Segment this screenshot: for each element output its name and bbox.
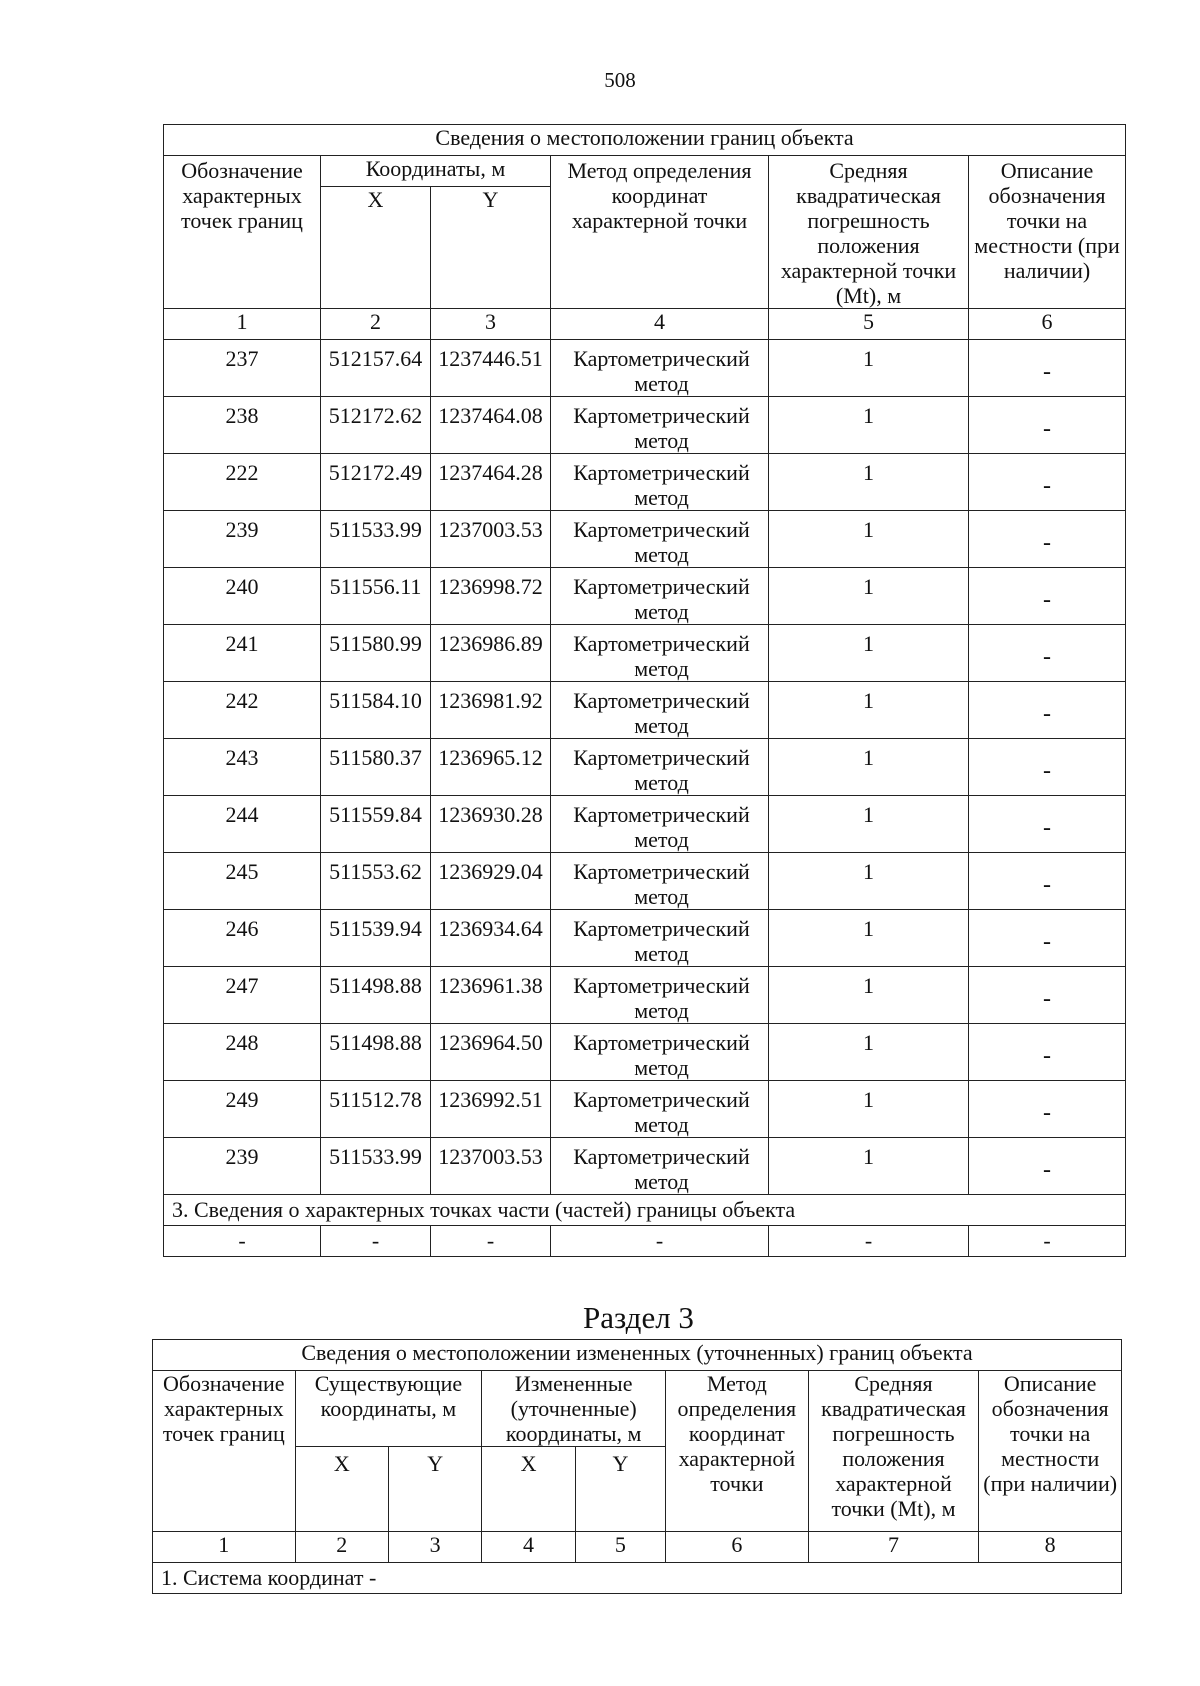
col-number: 7 [808, 1532, 979, 1563]
error-cell [769, 796, 969, 853]
col-number: 5 [769, 309, 969, 340]
y-cell-text: 1236934.64 [438, 916, 543, 941]
point-cell-text: 242 [225, 688, 259, 713]
error-cell [769, 397, 969, 454]
point-cell [164, 1024, 321, 1081]
method-cell [551, 1138, 769, 1195]
table-title: Сведения о местоположении границ объекта [164, 125, 1126, 156]
description-cell [969, 511, 1126, 568]
error-cell-text: 1 [863, 745, 874, 770]
method-cell-text: Картометрический метод [573, 973, 750, 1023]
point-cell [164, 397, 321, 454]
x-cell-text: 511498.88 [329, 1030, 422, 1055]
col-number: 4 [551, 309, 769, 340]
error-cell-text: 1 [863, 916, 874, 941]
error-cell [769, 1024, 969, 1081]
table-row [164, 682, 1126, 739]
part-dash: - [969, 1226, 1126, 1257]
method-cell-text: Картометрический метод [573, 916, 750, 966]
error-cell [769, 739, 969, 796]
point-cell [164, 511, 321, 568]
method-cell [551, 1024, 769, 1081]
description-cell [969, 397, 1126, 454]
description-cell [969, 853, 1126, 910]
y-cell-text: 1236929.04 [438, 859, 543, 884]
y-cell-text: 1236992.51 [438, 1087, 543, 1112]
table-row [164, 853, 1126, 910]
description-cell-text: - [1043, 359, 1052, 385]
y-cell [431, 1024, 551, 1081]
table-row [164, 967, 1126, 1024]
header-method: Метод определения координат характерной точки [666, 1371, 809, 1532]
y-cell-text: 1237003.53 [438, 1144, 543, 1169]
point-cell [164, 625, 321, 682]
description-cell-text: - [1043, 986, 1052, 1012]
point-cell-text: 249 [225, 1087, 259, 1112]
table-row [164, 910, 1126, 967]
error-cell [769, 568, 969, 625]
description-cell-text: - [1043, 701, 1052, 727]
x-cell [321, 796, 431, 853]
y-cell-text: 1237003.53 [438, 517, 543, 542]
description-cell [969, 682, 1126, 739]
method-cell-text: Картометрический метод [573, 403, 750, 453]
error-cell-text: 1 [863, 859, 874, 884]
method-cell [551, 397, 769, 454]
point-cell [164, 739, 321, 796]
method-cell-text: Картометрический метод [573, 1087, 750, 1137]
x-cell-text: 511584.10 [329, 688, 422, 713]
method-cell-text: Картометрический метод [573, 574, 750, 624]
header-x: X [295, 1447, 388, 1532]
error-cell-text: 1 [863, 1087, 874, 1112]
x-cell-text: 511580.37 [329, 745, 422, 770]
error-cell [769, 511, 969, 568]
x-cell-text: 511533.99 [329, 1144, 422, 1169]
x-cell-text: 511556.11 [329, 574, 422, 599]
header-error: Средняя квадратическая погрешность положения характерной точки (Mt), м [808, 1371, 979, 1532]
error-cell [769, 910, 969, 967]
y-cell-text: 1237464.28 [438, 460, 543, 485]
header-coordinates: Координаты, м [321, 156, 551, 187]
table-row [164, 1081, 1126, 1138]
header-y: Y [431, 186, 551, 308]
point-cell-text: 246 [225, 916, 259, 941]
method-cell [551, 340, 769, 397]
error-cell-text: 1 [863, 802, 874, 827]
header-y: Y [388, 1447, 481, 1532]
point-cell [164, 682, 321, 739]
point-cell [164, 568, 321, 625]
x-cell-text: 511580.99 [329, 631, 422, 656]
description-cell [969, 625, 1126, 682]
description-cell-text: - [1043, 644, 1052, 670]
description-cell [969, 739, 1126, 796]
description-cell [969, 340, 1126, 397]
error-cell [769, 853, 969, 910]
y-cell [431, 967, 551, 1024]
method-cell [551, 853, 769, 910]
y-cell-text: 1236981.92 [438, 688, 543, 713]
y-cell [431, 454, 551, 511]
x-cell [321, 397, 431, 454]
point-cell-text: 241 [225, 631, 259, 656]
point-cell-text: 239 [225, 517, 259, 542]
x-cell-text: 512157.64 [328, 346, 423, 371]
description-cell [969, 967, 1126, 1024]
y-cell [431, 397, 551, 454]
part-dash: - [164, 1226, 321, 1257]
description-cell-text: - [1043, 929, 1052, 955]
y-cell-text: 1236930.28 [438, 802, 543, 827]
method-cell [551, 511, 769, 568]
description-cell [969, 568, 1126, 625]
error-cell-text: 1 [863, 973, 874, 998]
error-cell [769, 682, 969, 739]
x-cell [321, 739, 431, 796]
description-cell-text: - [1043, 1043, 1052, 1069]
point-cell-text: 245 [225, 859, 259, 884]
col-number: 2 [295, 1532, 388, 1563]
table-row [164, 511, 1126, 568]
error-cell [769, 1138, 969, 1195]
description-cell [969, 796, 1126, 853]
header-point: Обозначение характерных точек границ [153, 1371, 296, 1532]
y-cell-text: 1236998.72 [438, 574, 543, 599]
error-cell-text: 1 [863, 403, 874, 428]
x-cell-text: 511498.88 [329, 973, 422, 998]
error-cell-text: 1 [863, 517, 874, 542]
col-number: 1 [153, 1532, 296, 1563]
table-row [164, 739, 1126, 796]
method-cell [551, 625, 769, 682]
y-cell [431, 1138, 551, 1195]
header-description: Описание обозначения точки на местности (при наличии) [969, 156, 1126, 309]
x-cell [321, 853, 431, 910]
x-cell-text: 511512.78 [329, 1087, 422, 1112]
description-cell-text: - [1043, 416, 1052, 442]
table-row [164, 796, 1126, 853]
point-cell [164, 796, 321, 853]
description-cell-text: - [1043, 530, 1052, 556]
x-cell-text: 512172.49 [328, 460, 423, 485]
col-number: 8 [979, 1532, 1122, 1563]
page-number: 508 [604, 68, 636, 92]
table-row [164, 568, 1126, 625]
y-cell [431, 340, 551, 397]
x-cell [321, 625, 431, 682]
header-y: Y [575, 1447, 665, 1532]
y-cell [431, 796, 551, 853]
point-cell-text: 243 [225, 745, 259, 770]
point-cell [164, 853, 321, 910]
method-cell-text: Картометрический метод [573, 517, 750, 567]
description-cell-text: - [1043, 815, 1052, 841]
section-title: Раздел 3 [583, 1300, 694, 1335]
method-cell-text: Картометрический метод [573, 802, 750, 852]
part-dash: - [321, 1226, 431, 1257]
col-number: 6 [969, 309, 1126, 340]
error-cell [769, 340, 969, 397]
x-cell [321, 511, 431, 568]
error-cell-text: 1 [863, 631, 874, 656]
y-cell-text: 1237464.08 [438, 403, 543, 428]
table-title: Сведения о местоположении измененных (уточненных) границ объекта [153, 1340, 1122, 1371]
method-cell [551, 682, 769, 739]
col-number: 6 [666, 1532, 809, 1563]
y-cell [431, 625, 551, 682]
col-number: 3 [388, 1532, 481, 1563]
x-cell [321, 340, 431, 397]
description-cell [969, 1138, 1126, 1195]
point-cell [164, 1138, 321, 1195]
part-dash: - [769, 1226, 969, 1257]
error-cell [769, 1081, 969, 1138]
description-cell [969, 910, 1126, 967]
point-cell-text: 239 [225, 1144, 259, 1169]
y-cell-text: 1236965.12 [438, 745, 543, 770]
y-cell [431, 910, 551, 967]
x-cell [321, 682, 431, 739]
point-cell-text: 248 [225, 1030, 259, 1055]
table-row [164, 625, 1126, 682]
point-cell [164, 910, 321, 967]
method-cell [551, 967, 769, 1024]
error-cell-text: 1 [863, 1144, 874, 1169]
header-description: Описание обозначения точки на местности (при наличии) [979, 1371, 1122, 1532]
y-cell [431, 739, 551, 796]
method-cell-text: Картометрический метод [573, 460, 750, 510]
part-dash: - [551, 1226, 769, 1257]
description-cell [969, 1024, 1126, 1081]
method-cell [551, 454, 769, 511]
table-row [164, 454, 1126, 511]
error-cell-text: 1 [863, 346, 874, 371]
x-cell [321, 1081, 431, 1138]
col-number: 5 [575, 1532, 665, 1563]
error-cell [769, 625, 969, 682]
description-cell [969, 454, 1126, 511]
table-row [164, 397, 1126, 454]
header-x: X [482, 1447, 575, 1532]
col-number: 1 [164, 309, 321, 340]
x-cell [321, 1138, 431, 1195]
header-changed-coords: Измененные (уточненные) координаты, м [482, 1371, 666, 1447]
error-cell-text: 1 [863, 460, 874, 485]
method-cell-text: Картометрический метод [573, 1144, 750, 1194]
y-cell [431, 568, 551, 625]
col-number: 3 [431, 309, 551, 340]
point-cell-text: 222 [225, 460, 259, 485]
x-cell [321, 568, 431, 625]
table-row [164, 1138, 1126, 1195]
header-existing-coords: Существующие координаты, м [295, 1371, 482, 1447]
point-cell-text: 238 [225, 403, 259, 428]
description-cell-text: - [1043, 587, 1052, 613]
method-cell [551, 910, 769, 967]
point-cell [164, 454, 321, 511]
point-cell-text: 247 [225, 973, 259, 998]
point-cell-text: 244 [225, 802, 259, 827]
x-cell-text: 512172.62 [328, 403, 423, 428]
method-cell-text: Картометрический метод [573, 688, 750, 738]
y-cell [431, 853, 551, 910]
error-cell-text: 1 [863, 574, 874, 599]
point-cell-text: 240 [225, 574, 259, 599]
table-row [164, 1024, 1126, 1081]
method-cell [551, 568, 769, 625]
y-cell [431, 682, 551, 739]
x-cell-text: 511539.94 [329, 916, 422, 941]
method-cell-text: Картометрический метод [573, 346, 750, 396]
error-cell-text: 1 [863, 1030, 874, 1055]
y-cell-text: 1236964.50 [438, 1030, 543, 1055]
boundary-points-table [163, 124, 1126, 1257]
y-cell-text: 1236961.38 [438, 973, 543, 998]
part-dash: - [431, 1226, 551, 1257]
x-cell-text: 511559.84 [329, 802, 422, 827]
x-cell-text: 511533.99 [329, 517, 422, 542]
point-cell-text: 237 [225, 346, 259, 371]
x-cell [321, 1024, 431, 1081]
y-cell-text: 1236986.89 [438, 631, 543, 656]
table-row [164, 340, 1126, 397]
coord-system-row: 1. Система координат - [153, 1563, 1122, 1594]
x-cell [321, 910, 431, 967]
x-cell-text: 511553.62 [329, 859, 422, 884]
col-number: 2 [321, 309, 431, 340]
description-cell-text: - [1043, 758, 1052, 784]
description-cell-text: - [1043, 1157, 1052, 1183]
header-x: X [321, 186, 431, 308]
method-cell-text: Картометрический метод [573, 1030, 750, 1080]
part-section-title: 3. Сведения о характерных точках части (частей) границы объекта [164, 1195, 1126, 1226]
changed-boundaries-table [152, 1339, 1122, 1594]
error-cell [769, 454, 969, 511]
header-point: Обозначение характерных точек границ [164, 156, 321, 309]
point-cell [164, 1081, 321, 1138]
method-cell [551, 1081, 769, 1138]
col-number: 4 [482, 1532, 575, 1563]
method-cell-text: Картометрический метод [573, 631, 750, 681]
x-cell [321, 454, 431, 511]
description-cell-text: - [1043, 872, 1052, 898]
point-cell [164, 967, 321, 1024]
description-cell [969, 1081, 1126, 1138]
error-cell [769, 967, 969, 1024]
header-method: Метод определения координат характерной точки [551, 156, 769, 309]
description-cell-text: - [1043, 1100, 1052, 1126]
point-cell [164, 340, 321, 397]
header-error: Средняя квадратическая погрешность положения характерной точки (Mt), м [769, 156, 969, 309]
method-cell [551, 739, 769, 796]
x-cell [321, 967, 431, 1024]
y-cell-text: 1237446.51 [438, 346, 543, 371]
method-cell-text: Картометрический метод [573, 745, 750, 795]
method-cell [551, 796, 769, 853]
y-cell [431, 511, 551, 568]
error-cell-text: 1 [863, 688, 874, 713]
y-cell [431, 1081, 551, 1138]
description-cell-text: - [1043, 473, 1052, 499]
method-cell-text: Картометрический метод [573, 859, 750, 909]
